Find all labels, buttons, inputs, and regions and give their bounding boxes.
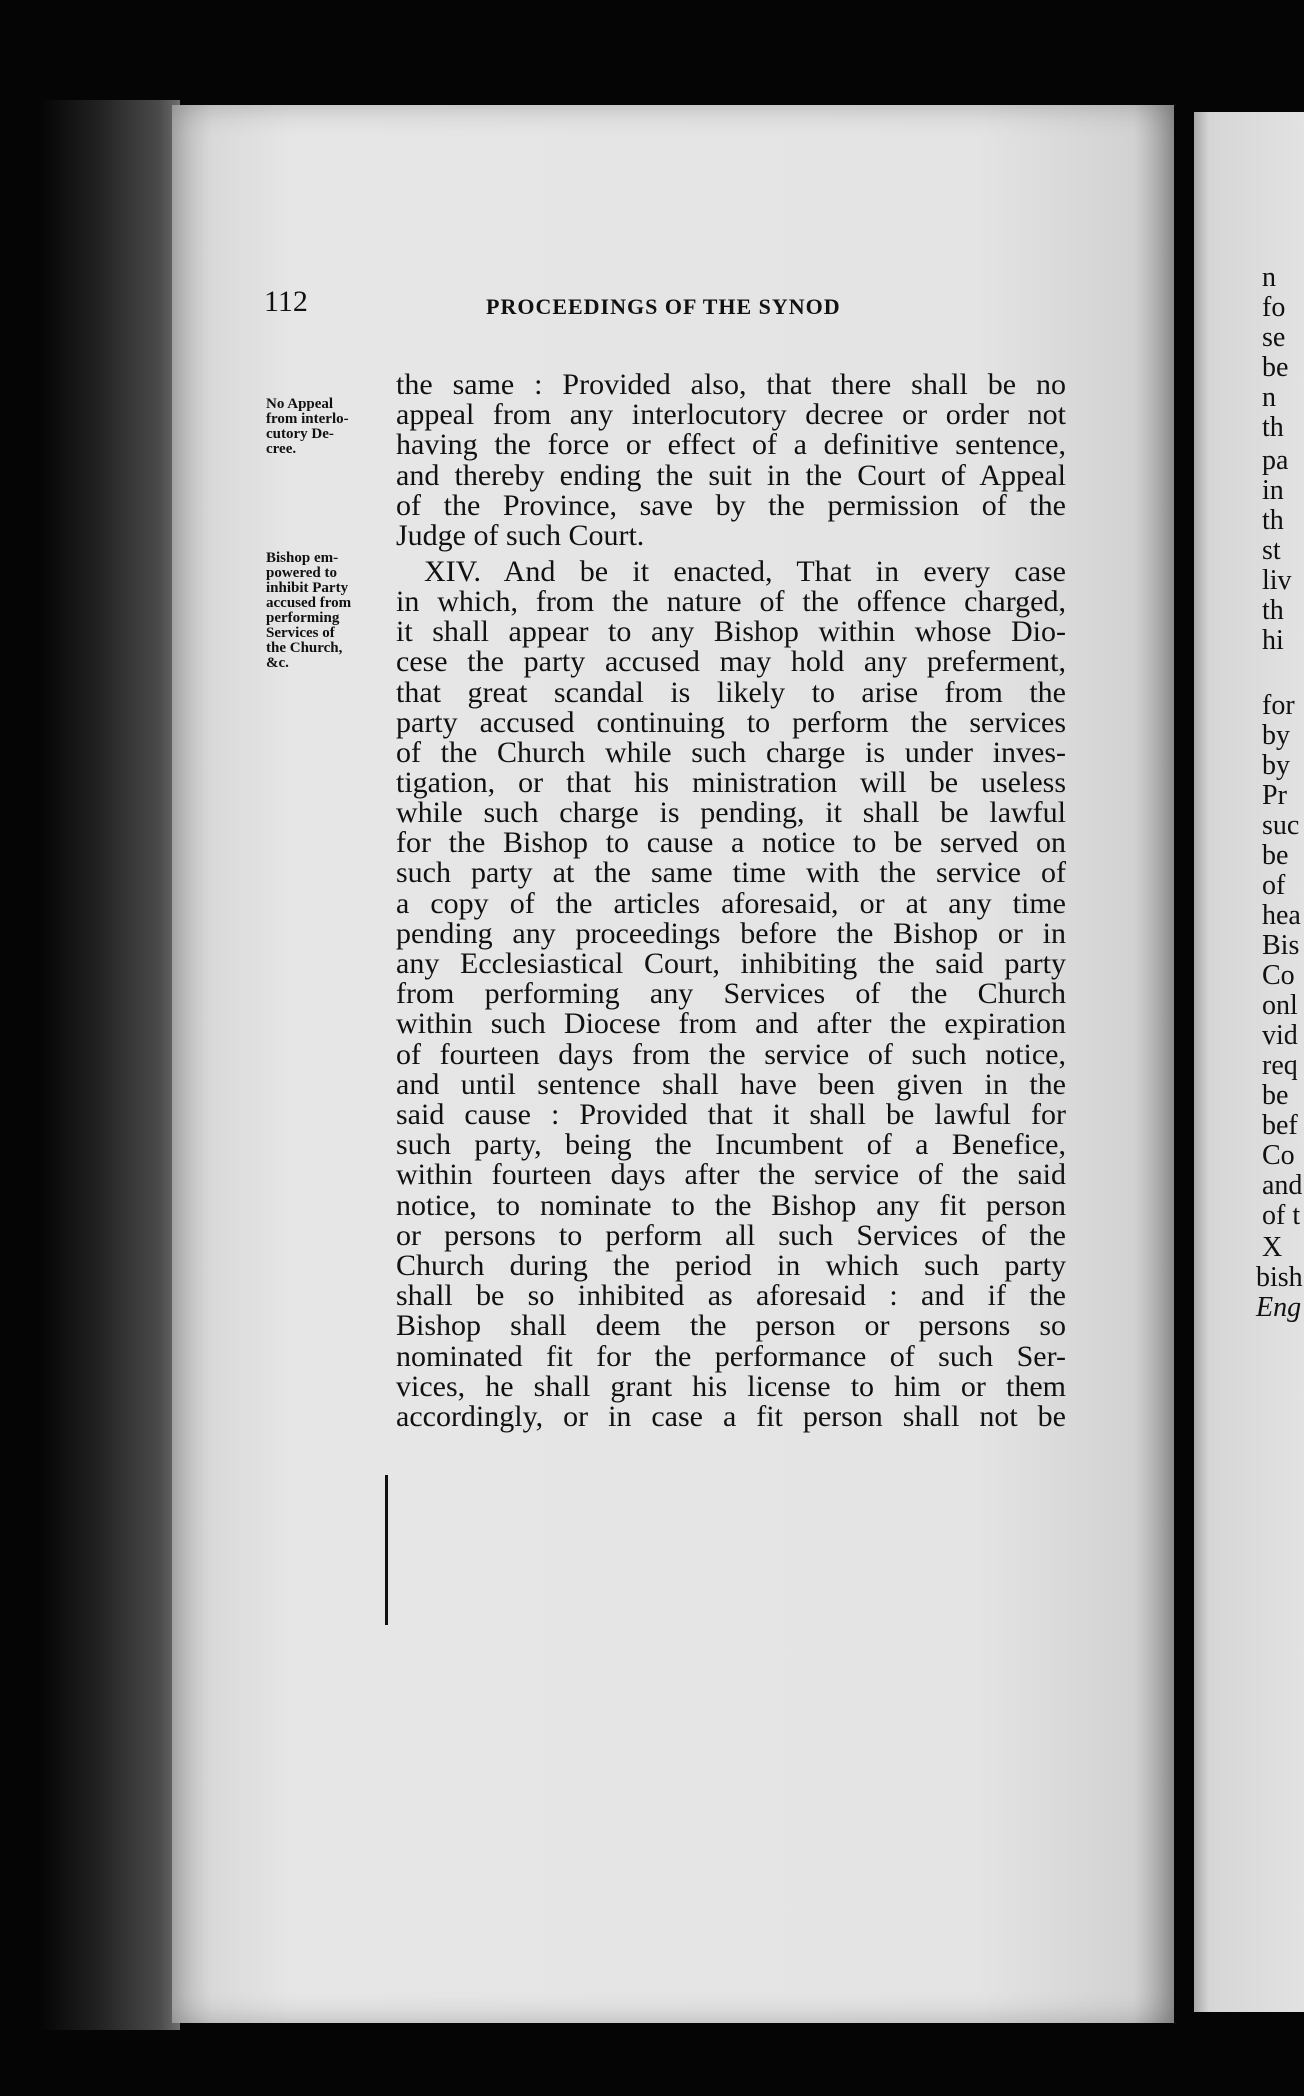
- facing-fragment: for: [1262, 690, 1295, 721]
- facing-fragment: Bis: [1262, 930, 1300, 961]
- facing-fragment: pa: [1262, 445, 1289, 476]
- facing-fragment: be: [1262, 1080, 1289, 1111]
- body-line: while such charge is pending, it shall be lawful: [396, 796, 1066, 829]
- facing-fragment: onl: [1262, 990, 1298, 1021]
- body-line: of the Church while such charge is under inves-: [396, 736, 1066, 769]
- margin-note-no-appeal: No Appeal from interlo- cutory De- cree.: [266, 396, 349, 457]
- scan-left-edge: [40, 100, 180, 2030]
- body-line: having the force or effect of a definitive sentence,: [396, 428, 1066, 461]
- body-line: vices, he shall grant his license to him or them: [396, 1370, 1066, 1403]
- facing-fragment: n: [1262, 262, 1276, 293]
- facing-fragment: st: [1262, 535, 1281, 566]
- body-line: from performing any Services of the Church: [396, 977, 1066, 1010]
- body-line: or persons to perform all such Services of the: [396, 1219, 1066, 1252]
- body-line: appeal from any interlocutory decree or order not: [396, 398, 1066, 431]
- facing-fragment: of t: [1262, 1200, 1301, 1231]
- facing-fragment: be: [1262, 352, 1289, 383]
- facing-fragment: n: [1262, 382, 1276, 413]
- facing-fragment: liv: [1262, 565, 1292, 596]
- body-line: Judge of such Court.: [396, 519, 645, 552]
- facing-fragment: by: [1262, 750, 1290, 781]
- body-line: such party at the same time with the service of: [396, 856, 1066, 889]
- page-number: 112: [264, 285, 308, 318]
- body-line: of the Province, save by the permission of the: [396, 489, 1066, 522]
- body-line: and until sentence shall have been given in the: [396, 1068, 1066, 1101]
- body-line: cese the party accused may hold any preferment,: [396, 645, 1066, 678]
- running-head: PROCEEDINGS OF THE SYNOD: [486, 294, 841, 319]
- facing-fragment: bef: [1262, 1110, 1298, 1141]
- body-line: it shall appear to any Bishop within whose Dio-: [396, 615, 1066, 648]
- body-line: and thereby ending the suit in the Court of Appeal: [396, 459, 1066, 492]
- body-line: any Ecclesiastical Court, inhibiting the said party: [396, 947, 1066, 980]
- body-line: such party, being the Incumbent of a Benefice,: [396, 1128, 1066, 1161]
- body-line: within fourteen days after the service of the said: [396, 1158, 1066, 1191]
- facing-fragment: X: [1262, 1232, 1283, 1263]
- body-line: accordingly, or in case a fit person shall not be: [396, 1400, 1066, 1433]
- facing-fragment: th: [1262, 595, 1284, 626]
- facing-fragment: Eng: [1256, 1292, 1302, 1323]
- facing-fragment: hea: [1262, 900, 1301, 931]
- body-line: the same : Provided also, that there shall be no: [396, 368, 1066, 401]
- facing-fragment: suc: [1262, 810, 1300, 841]
- facing-fragment: and: [1262, 1170, 1303, 1201]
- facing-fragment: se: [1262, 322, 1286, 353]
- body-line: a copy of the articles aforesaid, or at any time: [396, 887, 1066, 920]
- facing-fragment: Co: [1262, 960, 1295, 991]
- body-line: of fourteen days from the service of such notice,: [396, 1038, 1066, 1071]
- body-line: party accused continuing to perform the services: [396, 706, 1066, 739]
- body-line: notice, to nominate to the Bishop any fit person: [396, 1189, 1066, 1222]
- facing-fragment: th: [1262, 412, 1284, 443]
- facing-fragment: be: [1262, 840, 1289, 871]
- section-heading-line: XIV. And be it enacted, That in every case: [424, 555, 1066, 588]
- body-line: Church during the period in which such party: [396, 1249, 1066, 1282]
- facing-fragment: vid: [1262, 1020, 1298, 1051]
- facing-fragment: th: [1262, 505, 1284, 536]
- body-line: for the Bishop to cause a notice to be served on: [396, 826, 1066, 859]
- facing-fragment: fo: [1262, 292, 1286, 323]
- body-line: in which, from the nature of the offence charged,: [396, 585, 1066, 618]
- facing-fragment: by: [1262, 720, 1290, 751]
- body-line: pending any proceedings before the Bishop or in: [396, 917, 1066, 950]
- facing-fragment: Co: [1262, 1140, 1295, 1171]
- facing-fragment: req: [1262, 1050, 1298, 1081]
- facing-fragment: hi: [1262, 625, 1284, 656]
- body-line: nominated fit for the performance of such Ser-: [396, 1340, 1066, 1373]
- book-page: [172, 105, 1174, 2023]
- body-line: shall be so inhibited as aforesaid : and if the: [396, 1279, 1066, 1312]
- facing-fragment: Pr: [1262, 780, 1287, 811]
- facing-fragment: in: [1262, 475, 1284, 506]
- margin-note-bishop-inhibit: Bishop em- powered to inhibit Party accused from performing Services of the Church, &c.: [266, 550, 352, 671]
- facing-fragment: of: [1262, 870, 1286, 901]
- body-line: within such Diocese from and after the expiration: [396, 1007, 1066, 1040]
- ink-stroke-mark: [385, 1475, 388, 1625]
- book-gutter: [1174, 100, 1194, 2030]
- body-line: said cause : Provided that it shall be lawful for: [396, 1098, 1066, 1131]
- body-line: that great scandal is likely to arise from the: [396, 676, 1066, 709]
- body-line: tigation, or that his ministration will be useless: [396, 766, 1066, 799]
- body-line: Bishop shall deem the person or persons so: [396, 1309, 1066, 1342]
- facing-fragment: bish: [1256, 1262, 1303, 1293]
